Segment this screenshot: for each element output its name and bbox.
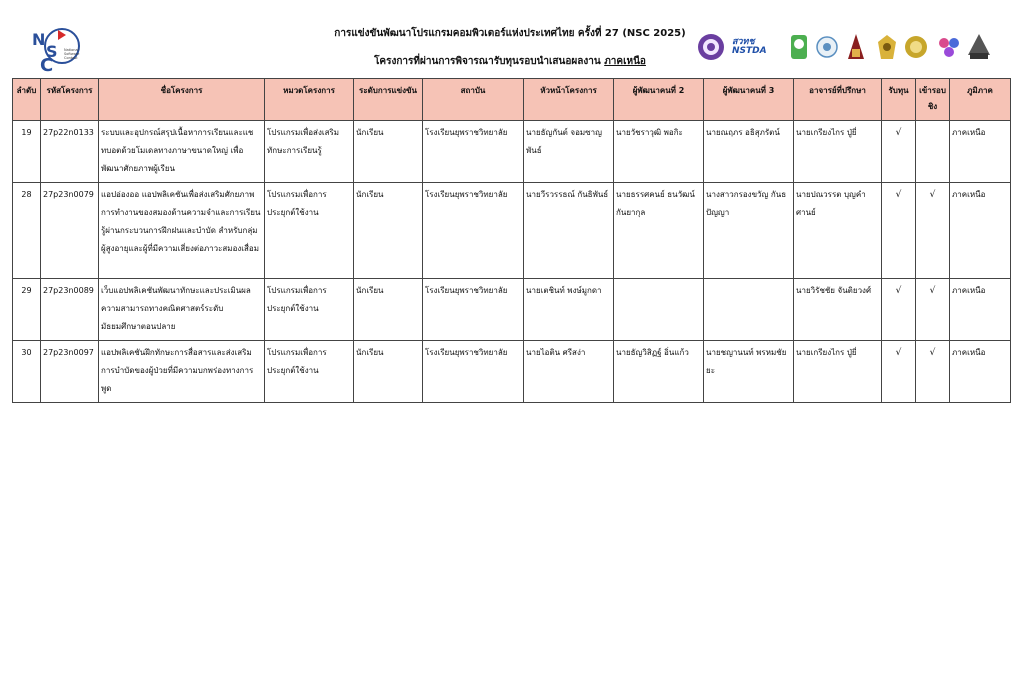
project-table [12, 78, 1011, 403]
col-header-institute: สถาบัน [423, 79, 524, 121]
col-header-final: เข้ารอบชิง [916, 79, 950, 121]
cell-institute: โรงเรียนยุพราชวิทยาลัย [423, 121, 524, 183]
cell-category: โปรแกรมเพื่อส่งเสริมทักษะการเรียนรู้ [265, 121, 354, 183]
page-title: การแข่งขันพัฒนาโปรแกรมคอมพิวเตอร์แห่งประเทศไทย ครั้งที่ 27 (NSC 2025) [334, 28, 686, 39]
cell-institute: โรงเรียนยุพราชวิทยาลัย [423, 183, 524, 279]
cell-final-check: √ [916, 341, 950, 403]
cell-funded-check: √ [882, 121, 916, 183]
cell-final-check: √ [916, 279, 950, 341]
cell-level: นักเรียน [354, 341, 423, 403]
cell-region: ภาคเหนือ [950, 183, 1011, 279]
flag-icon [58, 30, 66, 40]
cell-level: นักเรียน [354, 279, 423, 341]
cell-advisor: นายเกรียงไกร ปู่ยี่ [794, 341, 882, 403]
green-emblem-icon [790, 34, 808, 60]
cell-funded-check: √ [882, 341, 916, 403]
col-header-leader: หัวหน้าโครงการ [524, 79, 614, 121]
logo-caption: National Software Contest [64, 48, 80, 60]
cell-advisor: นายเกรียงไกร ปู่ยี่ [794, 121, 882, 183]
table-row [13, 279, 1011, 341]
cell-code: 27p22n0133 [41, 121, 99, 183]
col-header-funded: รับทุน [882, 79, 916, 121]
cell-no: 28 [13, 183, 41, 279]
cell-dev3: นายชญานนท์ พรหมชัยยะ [704, 341, 794, 403]
cell-institute: โรงเรียนยุพราชวิทยาลัย [423, 279, 524, 341]
atom-emblem-icon [936, 34, 962, 60]
col-header-advisor: อาจารย์ที่ปรึกษา [794, 79, 882, 121]
cell-dev3 [704, 279, 794, 341]
crest-emblem-icon [876, 34, 898, 60]
cell-dev2: นายธัญวิสิฏฐ์ อิ่นแก้ว [614, 341, 704, 403]
col-header-dev3: ผู้พัฒนาคนที่ 3 [704, 79, 794, 121]
cell-code: 27p23n0089 [41, 279, 99, 341]
col-header-no: ลำดับ [13, 79, 41, 121]
cell-dev3: นางสาวกรองขวัญ กันธปัญญา [704, 183, 794, 279]
cell-final-check [916, 121, 950, 183]
cell-category: โปรแกรมเพื่อการประยุกต์ใช้งาน [265, 279, 354, 341]
gold-seal-icon [904, 35, 928, 59]
round-emblem-icon [816, 36, 838, 58]
cell-funded-check: √ [882, 279, 916, 341]
cell-leader: นายธัญกันต์ จอมซาญพันธ์ [524, 121, 614, 183]
table-row [13, 183, 1011, 279]
university-seal-icon [696, 32, 726, 62]
partner-logos [696, 32, 996, 64]
col-header-category: หมวดโครงการ [265, 79, 354, 121]
col-header-code: รหัสโครงการ [41, 79, 99, 121]
temple-emblem-icon [846, 33, 866, 61]
page-subtitle [300, 54, 720, 69]
cell-dev3: นายณฤภร อธิสุภรัตน์ [704, 121, 794, 183]
cell-dev2 [614, 279, 704, 341]
nsc-logo: N S C National Software Contest [28, 24, 84, 78]
col-header-name: ชื่อโครงการ [99, 79, 265, 121]
cell-region: ภาคเหนือ [950, 279, 1011, 341]
table-header-row [13, 79, 1011, 121]
cell-region: ภาคเหนือ [950, 341, 1011, 403]
subtitle-text: โครงการที่ผ่านการพิจารณารับทุนรอบนำเสนอผลงาน [374, 56, 601, 67]
cell-leader: นายไอติน ศรีสง่า [524, 341, 614, 403]
cell-category: โปรแกรมเพื่อการประยุกต์ใช้งาน [265, 183, 354, 279]
cell-leader: นายวีรวรรธณ์ กันธิพันธ์ [524, 183, 614, 279]
palace-emblem-icon [966, 33, 992, 61]
cell-category: โปรแกรมเพื่อการประยุกต์ใช้งาน [265, 341, 354, 403]
cell-region: ภาคเหนือ [950, 121, 1011, 183]
cell-name: แอปพลิเคชันฝึกทักษะการสื่อสารและส่งเสริมการบำบัดของผู้ป่วยที่มีความบกพร่องทางการพูด [99, 341, 265, 403]
col-header-region: ภูมิภาค [950, 79, 1011, 121]
cell-funded-check: √ [882, 183, 916, 279]
cell-leader: นายเตชินท์ พงษ์มูกดา [524, 279, 614, 341]
cell-dev2: นายธรรศคนย์ ธนวัฒน์กันยากุล [614, 183, 704, 279]
subtitle-region: ภาคเหนือ [604, 56, 646, 67]
table-row [13, 341, 1011, 403]
cell-no: 29 [13, 279, 41, 341]
cell-level: นักเรียน [354, 121, 423, 183]
table-row [13, 121, 1011, 183]
cell-level: นักเรียน [354, 183, 423, 279]
cell-dev2: นายวัชราวุฒิ พอกิะ [614, 121, 704, 183]
cell-advisor: นายปณวรรต บุญคำศานย์ [794, 183, 882, 279]
cell-name: แอปอ่องออ แอปพลิเคชันเพื่อส่งเสริมศักยภาพการทำงานของสมองด้านความจำและการเรียนรู้ผ่านกระบวนการฝึกฝนและบำบัด สำหรับกลุ่มผู้สูงอายุและผู้ที่มีความเสี่ยงต่อภาวะสมองเสื่อม [99, 183, 265, 279]
nstda-logo: สวทช NSTDA [732, 37, 767, 56]
cell-final-check: √ [916, 183, 950, 279]
col-header-dev2: ผู้พัฒนาคนที่ 2 [614, 79, 704, 121]
cell-institute: โรงเรียนยุพราชวิทยาลัย [423, 341, 524, 403]
cell-advisor: นายวิรัชชัย จันติยวงศ์ [794, 279, 882, 341]
cell-code: 27p23n0097 [41, 341, 99, 403]
cell-name: ระบบและอุปกรณ์สรุปเนื้อหาการเรียนและแชทบอตด้วยโมเดลทางภาษาขนาดใหญ่ เพื่อพัฒนาศักยภาพผู้เรียน [99, 121, 265, 183]
col-header-level: ระดับการแข่งขัน [354, 79, 423, 121]
cell-no: 30 [13, 341, 41, 403]
cell-no: 19 [13, 121, 41, 183]
cell-code: 27p23n0079 [41, 183, 99, 279]
cell-name: เว็บแอปพลิเคชันพัฒนาทักษะและประเมินผลความสามารถทางคณิตศาสตร์ระดับมัธยมศึกษาตอนปลาย [99, 279, 265, 341]
